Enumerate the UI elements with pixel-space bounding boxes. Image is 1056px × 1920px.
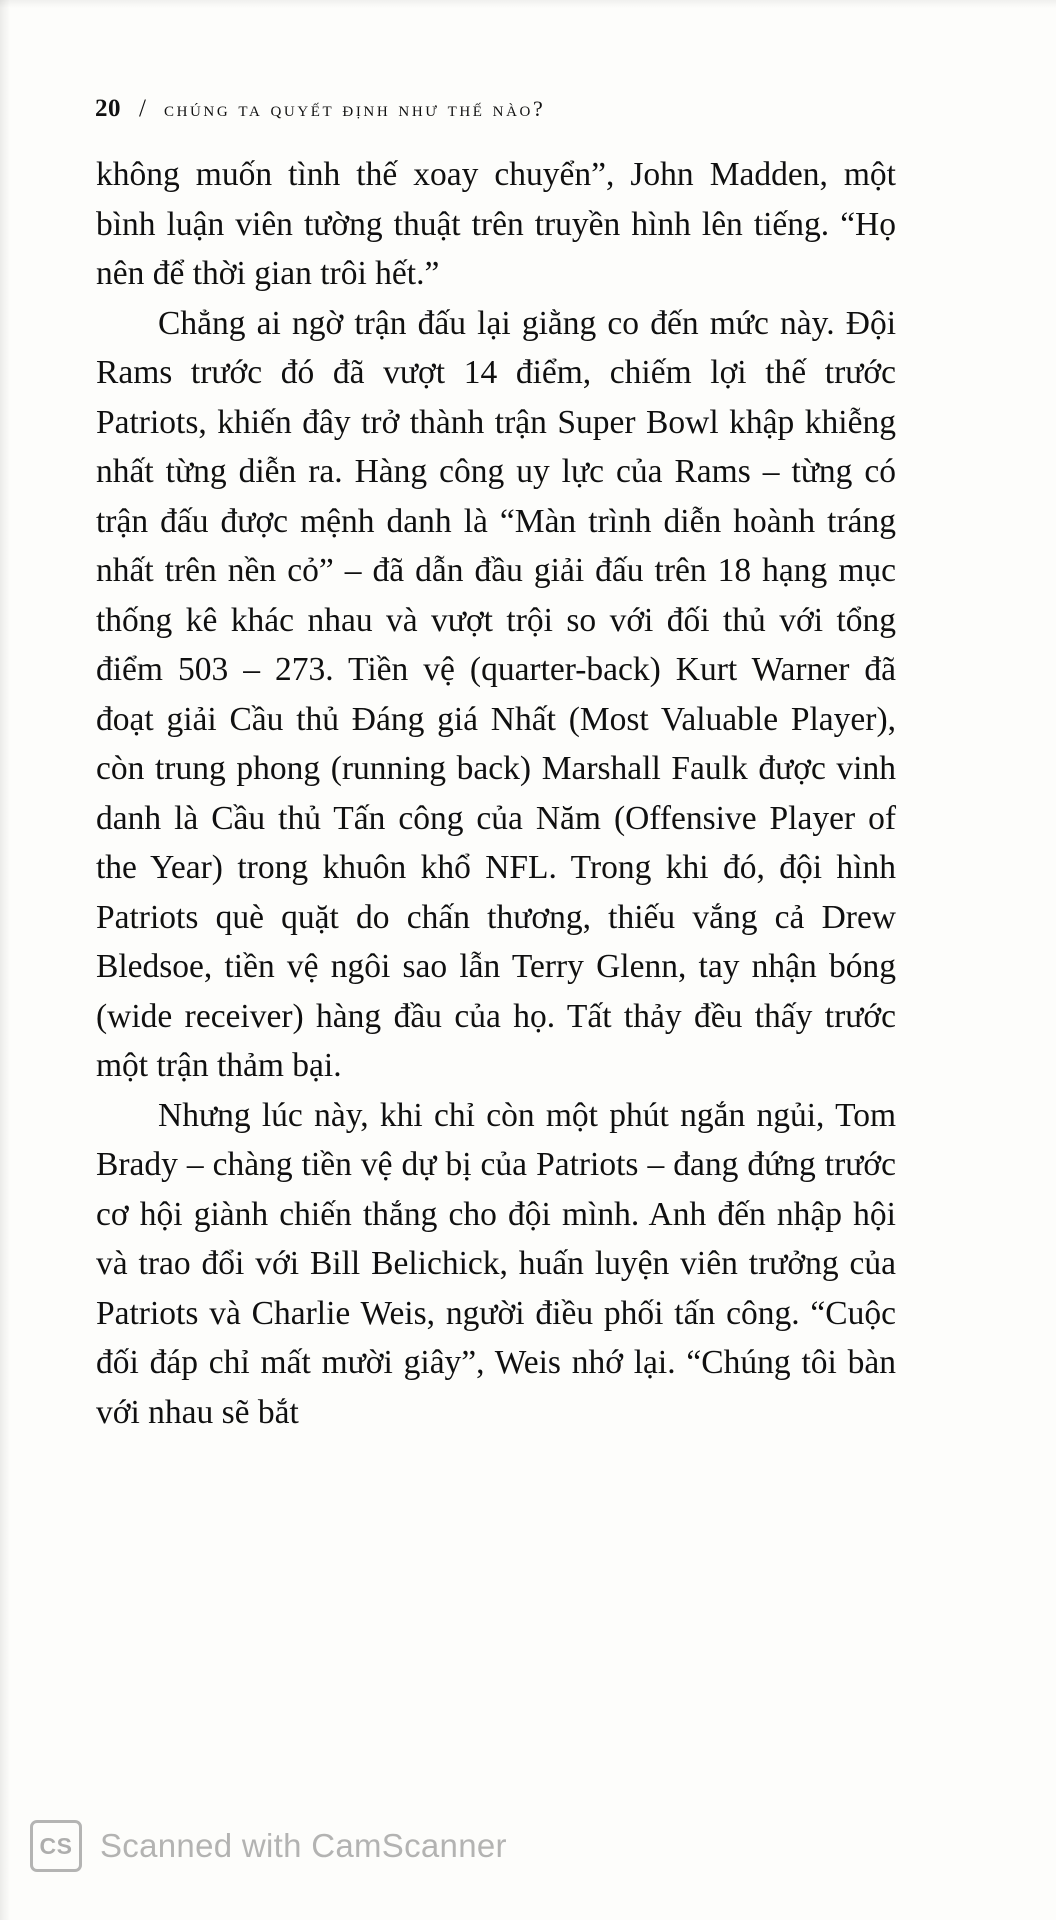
paragraph: Nhưng lúc này, khi chỉ còn một phút ngắn ngủi, Tom Brady – chàng tiền vệ dự bị của Patriots – đang đứng trước cơ hội giành chiến thắng cho đội mình. Anh đến nhập hội và trao đổi với Bill Belichick, huấn luyện viên trưởng của Patriots và Charlie Weis, người điều phối tấn công. “Cuộc đối đáp chỉ mất mười giây”, Weis nhớ lại. “Chúng tôi bàn với nhau sẽ bắt [96,1096,896,1431]
page-body-text [96,150,896,1437]
page-edge-shadow-left [0,0,10,1920]
header-separator: / [139,95,146,122]
camscanner-watermark-label: Scanned with CamScanner [100,1827,507,1864]
paragraph: không muốn tình thế xoay chuyển”, John Madden, một bình luận viên tường thuật trên truyền hình lên tiếng. “Họ nên để thời gian trôi hết.” [96,156,896,292]
camscanner-logo-icon: CS [30,1820,82,1872]
running-head-title: chúng ta quyết định như thế nào? [163,96,546,121]
paragraph: Chẳng ai ngờ trận đấu lại giằng co đến mức này. Đội Rams trước đó đã vượt 14 điểm, chiếm lợi thế trước Patriots, khiến đây trở thành trận Super Bowl khập khiễng nhất từng diễn ra. Hàng công uy lực của Rams – từng có trận đấu được mệnh danh là “Màn trình diễn hoành tráng nhất trên nền cỏ” – đã dẫn đầu giải đấu trên 18 hạng mục thống kê khác nhau và vượt trội so với đối thủ với tổng điểm 503 – 273. Tiền vệ (quarter-back) Kurt Warner đã đoạt giải Cầu thủ Đáng giá Nhất (Most Valuable Player), còn trung phong (running back) Marshall Faulk được vinh danh là Cầu thủ Tấn công của Năm (Offensive Player of the Year) trong khuôn khổ NFL. Trong khi đó, đội hình Patriots què quặt do chấn thương, thiếu vắng cả Drew Bledsoe, tiền vệ ngôi sao lẫn Terry Glenn, tay nhận bóng (wide receiver) hàng đầu của họ. Tất thảy đều thấy trước một trận thảm bại. [96,304,896,1084]
page-header [95,95,961,123]
camscanner-watermark [30,1820,507,1872]
page-edge-shadow-top [0,0,1056,8]
page-number: 20 [95,95,121,122]
